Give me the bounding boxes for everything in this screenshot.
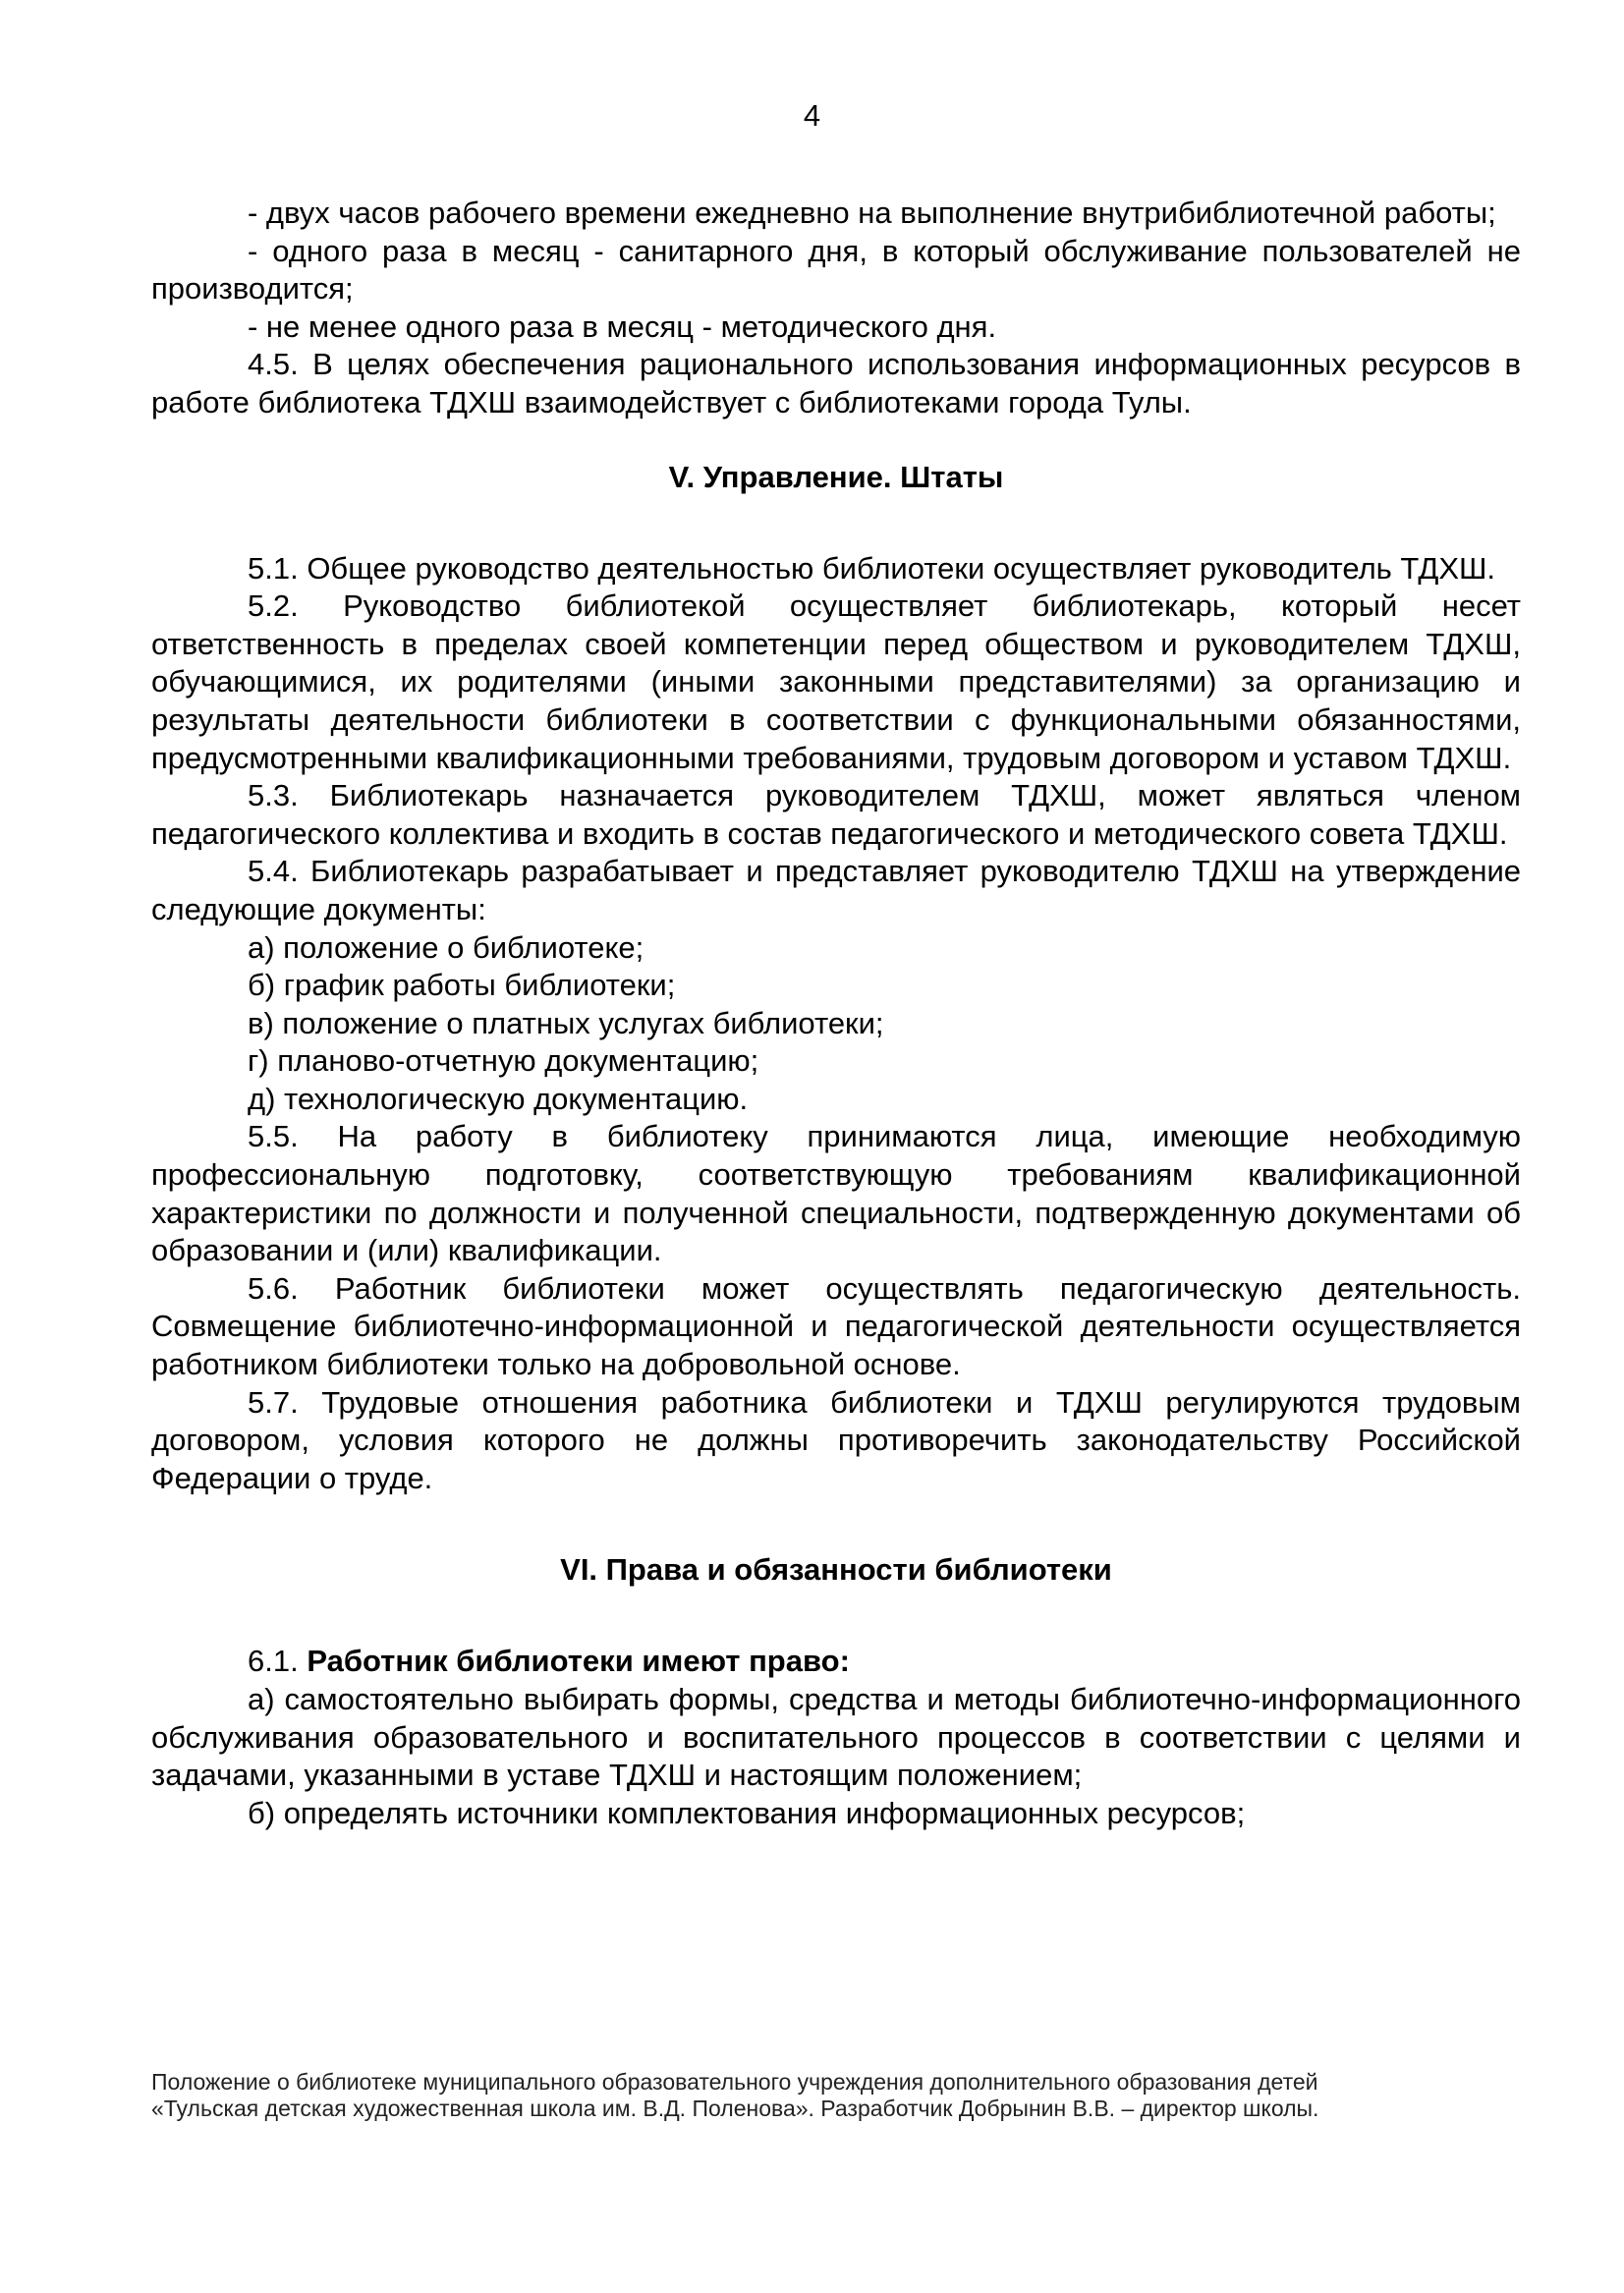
page-footer — [151, 2069, 1546, 2122]
intro-paragraph-2: - одного раза в месяц - санитарного дня, в который обслуживание пользователей не производится; — [151, 233, 1521, 307]
section-5-list-item-a: а) положение о библиотеке; — [248, 929, 644, 965]
intro-paragraph-3: - не менее одного раза в месяц - методического дня. — [248, 308, 997, 344]
section-5-paragraph-1: 5.1. Общее руководство деятельностью библиотеки осуществляет руководитель ТДХШ. — [248, 550, 1496, 586]
section-6-item-number: 6.1. — [248, 1644, 299, 1679]
section-6-title: VI. Права и обязанности библиотеки — [560, 1552, 1112, 1588]
page-number: 4 — [803, 98, 821, 133]
section-5-paragraph-7: 5.7. Трудовые отношения работника библиотеки и ТДХШ регулируются трудовым договором, условия которого не должны противоречить законодательству Российской Федерации о труде. — [151, 1384, 1521, 1495]
section-5-list-item-g: г) планово-отчетную документацию; — [248, 1043, 759, 1079]
intro-paragraph-1: - двух часов рабочего времени ежедневно на выполнение внутрибиблиотечной работы; — [248, 196, 1496, 230]
section-5-paragraph-3: 5.3. Библиотекарь назначается руководителем ТДХШ, может являться членом педагогического коллектива и входить в состав педагогического и методического совета ТДХШ. — [151, 778, 1521, 851]
intro-paragraph-4: 4.5. В целях обеспечения рационального использования информационных ресурсов в работе библиотека ТДХШ взаимодействует с библиотеками города Тулы. — [151, 347, 1521, 419]
section-5-title: V. Управление. Штаты — [668, 459, 1004, 494]
section-6-item-heading-text: Работник библиотеки имеют право: — [307, 1644, 850, 1679]
section-6-paragraph-a: а) самостоятельно выбирать формы, средства и методы библиотечно-информационного обслуживания образовательного и воспитательного процессов в соответствии с целями и задачами, указанными в уставе ТДХШ и настоящим положением; — [151, 1682, 1521, 1793]
section-5-list-item-v: в) положение о платных услугах библиотеки; — [248, 1005, 884, 1040]
section-5-list-item-b: б) график работы библиотеки; — [248, 968, 676, 1003]
section-5-list-item-d: д) технологическую документацию. — [248, 1081, 749, 1116]
section-5-paragraph-6: 5.6. Работник библиотеки может осуществлять педагогическую деятельность. Совмещение библиотечно-информационной и педагогической деятельности осуществляется работником библиотеки только на добровольной основе. — [151, 1270, 1521, 1382]
section-5-paragraph-5: 5.5. На работу в библиотеку принимаются лица, имеющие необходимую профессиональную подготовку, соответствующую требованиям квалификационной характеристики по должности и полученной специальности, подтвержденную документами об образовании и (или) квалификации. — [151, 1119, 1521, 1268]
section-5-paragraph-2: 5.2. Руководство библиотекой осуществляет библиотекарь, который несет ответственность в пределах своей компетенции перед обществом и руководителем ТДХШ, обучающимися, их родителями (иными законными представителями) за организацию и результаты деятельности библиотеки в соответствии с функциональными обязанностями, предусмотренными квалификационными требованиями, трудовым договором и уставом ТДХШ. — [151, 588, 1521, 775]
footer-line-2: «Тульская детская художественная школа им. В.Д. Поленова». Разработчик Добрынин В.В. – директор школы. — [151, 2096, 1319, 2121]
section-6-item-heading — [151, 1643, 1521, 1681]
page-content — [151, 195, 1521, 1832]
footer-line-1: Положение о библиотеке муниципального образовательного учреждения дополнительного образования детей — [151, 2069, 1318, 2095]
section-6-paragraph-b: б) определять источники комплектования информационных ресурсов; — [248, 1795, 1246, 1830]
section-5-paragraph-4: 5.4. Библиотекарь разрабатывает и представляет руководителю ТДХШ на утверждение следующие документы: — [151, 854, 1521, 926]
